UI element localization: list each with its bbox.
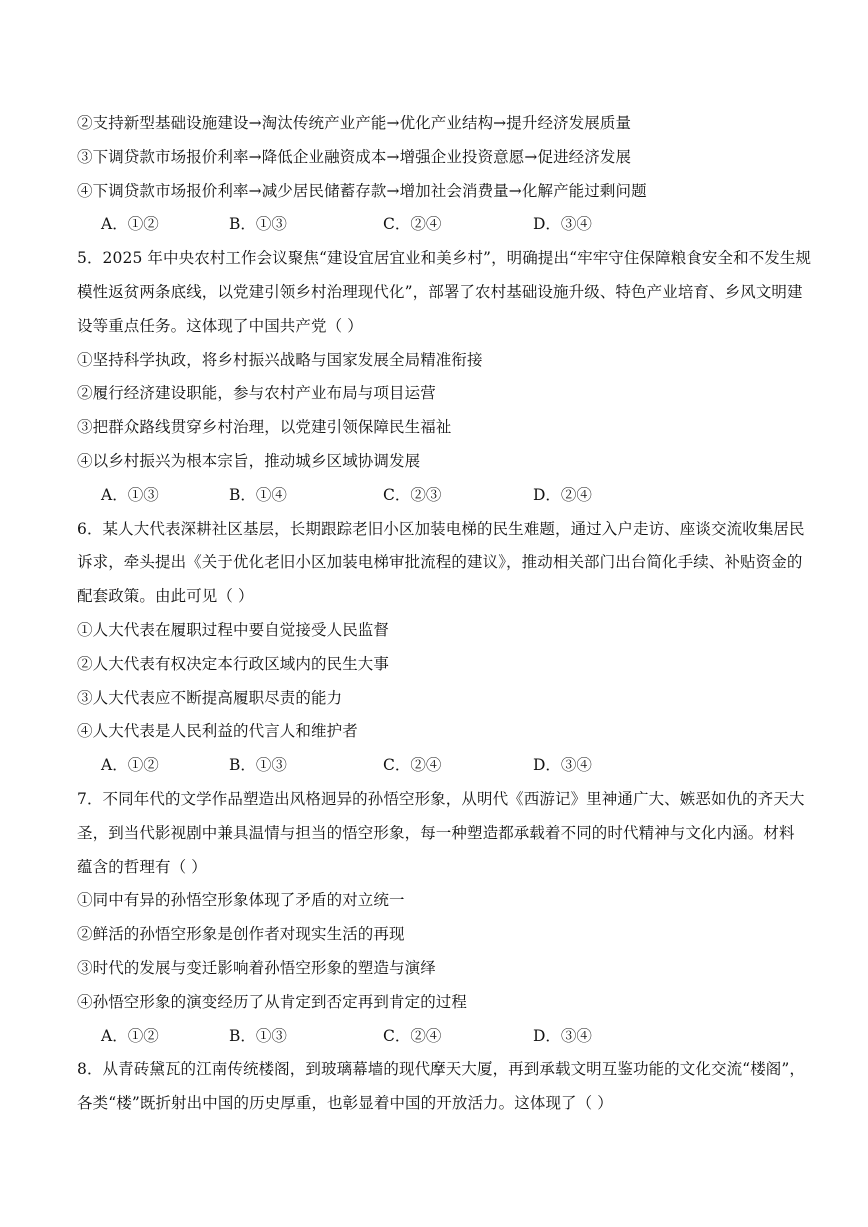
text-line: ②支持新型基础设施建设→淘汰传统产业产能→优化产业结构→提升经济发展质量 (77, 114, 632, 132)
text-line: ③下调贷款市场报价利率→降低企业融资成本→增强企业投资意愿→促进经济发展 (77, 148, 632, 166)
text-line: 6．某人大代表深耕社区基层，长期跟踪老旧小区加装电梯的民生难题，通过入户走访、座谈交流收集居民 (77, 520, 805, 538)
text-line: ①人大代表在履职过程中要自觉接受人民监督 (77, 621, 390, 639)
answer-option: A．①② (101, 756, 159, 774)
text-line: ③把群众路线贯穿乡村治理，以党建引领保障民生福祉 (77, 418, 452, 436)
text-line: ④人大代表是人民利益的代言人和维护者 (77, 722, 358, 740)
answer-option: D．②④ (533, 486, 592, 504)
answer-option: D．③④ (533, 1027, 592, 1045)
text-line: ②履行经济建设职能，参与农村产业布局与项目运营 (77, 384, 436, 402)
answer-option: B．①③ (229, 215, 287, 233)
answer-option: D．③④ (533, 756, 592, 774)
text-line: 模性返贫两条底线，以党建引领乡村治理现代化”，部署了农村基础设施升级、特色产业培育、乡风文明建 (77, 283, 803, 301)
answer-option: B．①④ (229, 486, 287, 504)
answer-option: C．②④ (383, 1027, 442, 1045)
text-line: ③时代的发展与变迁影响着孙悟空形象的塑造与演绎 (77, 959, 436, 977)
text-line: 配套政策。由此可见（ ） (77, 587, 254, 605)
text-line: ①同中有异的孙悟空形象体现了矛盾的对立统一 (77, 891, 405, 909)
answer-option: B．①③ (229, 1027, 287, 1045)
answer-option: C．②④ (383, 756, 442, 774)
text-line: 圣，到当代影视剧中兼具温情与担当的悟空形象，每一种塑造都承载着不同的时代精神与文化内涵。材料 (77, 824, 795, 842)
text-line: 诉求，牵头提出《关于优化老旧小区加装电梯审批流程的建议》，推动相关部门出台简化手续、补贴资金的 (77, 553, 803, 571)
answer-option: B．①③ (229, 756, 287, 774)
text-line: ④下调贷款市场报价利率→减少居民储蓄存款→增加社会消费量→化解产能过剩问题 (77, 182, 647, 200)
answer-option: A．①② (101, 215, 159, 233)
answer-option: C．②③ (383, 486, 442, 504)
answer-option: A．①② (101, 1027, 159, 1045)
text-line: ④孙悟空形象的演变经历了从肯定到否定再到肯定的过程 (77, 993, 468, 1011)
answer-option: C．②④ (383, 215, 442, 233)
text-line: 7．不同年代的文学作品塑造出风格迥异的孙悟空形象，从明代《西游记》里神通广大、嫉恶如仇的齐天大 (77, 790, 805, 808)
text-line: 设等重点任务。这体现了中国共产党（ ） (77, 317, 363, 335)
text-line: ④以乡村振兴为根本宗旨，推动城乡区域协调发展 (77, 452, 421, 470)
text-line: 8．从青砖黛瓦的江南传统楼阁，到玻璃幕墙的现代摩天大厦，再到承载文明互鉴功能的文化交流“楼阁”， (77, 1060, 806, 1078)
text-line: 各类“楼”既折射出中国的历史厚重，也彰显着中国的开放活力。这体现了（ ） (77, 1094, 613, 1112)
text-line: ②鲜活的孙悟空形象是创作者对现实生活的再现 (77, 925, 405, 943)
text-line: ②人大代表有权决定本行政区域内的民生大事 (77, 655, 390, 673)
answer-option: D．③④ (533, 215, 592, 233)
answer-option: A．①③ (101, 486, 159, 504)
text-line: 5．2025 年中央农村工作会议聚焦“建设宜居宜业和美乡村”，明确提出“牢牢守住保障粮食安全和不发生规 (77, 249, 812, 267)
text-line: 蕴含的哲理有（ ） (77, 858, 207, 876)
text-line: ③人大代表应不断提高履职尽责的能力 (77, 689, 343, 707)
text-line: ①坚持科学执政，将乡村振兴战略与国家发展全局精准衔接 (77, 351, 483, 369)
